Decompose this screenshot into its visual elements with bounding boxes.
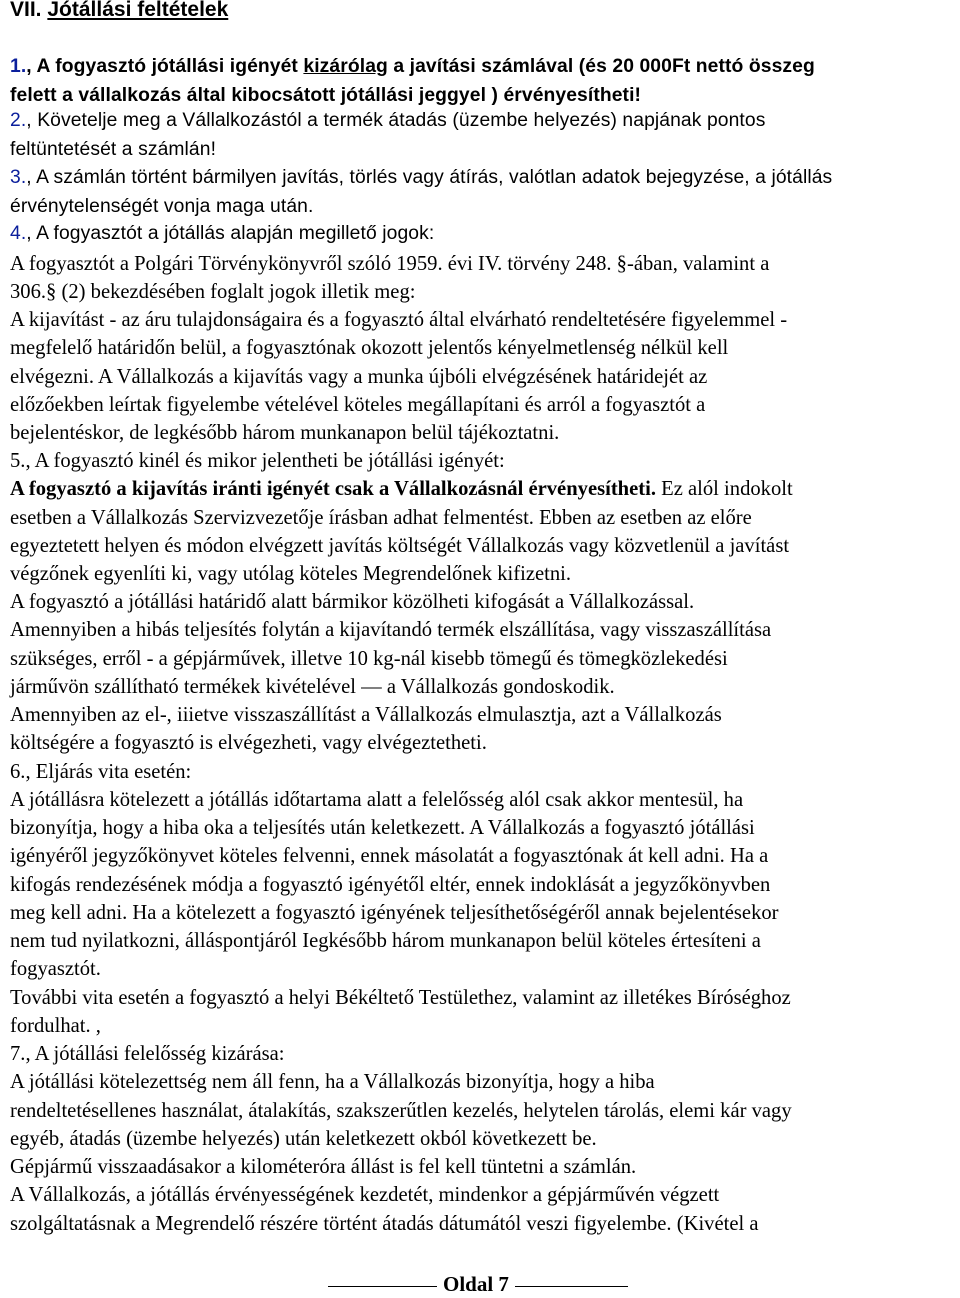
p4-line-5: megfelelő határidőn belül, a fogyasztónak okozott jelentős kényelmetlenség nélkül kell <box>10 337 729 359</box>
p2-line-2: feltüntetését a számlán! <box>10 139 217 160</box>
p6-heading: 6., Eljárás vita esetén: <box>10 761 192 783</box>
p5-heading: 5., A fogyasztó kinél és mikor jelentheti be jótállási igényét: <box>10 450 505 472</box>
p6-line-3: bizonyítja, hogy a hiba oka a teljesítés után keletkezett. A Vállalkozás a fogyasztó jótállási <box>10 817 755 839</box>
p5-bold-statement: A fogyasztó a kijavítás iránti igényét csak a Vállalkozásnál érvényesítheti. <box>10 478 656 500</box>
p5-line-10: Amennyiben az el-, iiietve visszaszállítást a Vállalkozás elmulasztja, azt a Vállalkozás <box>10 704 722 726</box>
emphasis-kizarolag: kizárólag <box>303 56 388 77</box>
p4-number: 4. <box>10 223 27 244</box>
p5-line-4: egyeztetett helyen és módon elvégzett javítás költségét Vállalkozás vagy közvetlenül a javítást <box>10 535 790 557</box>
p3-line-2: érvénytelenségét vonja maga után. <box>10 196 314 217</box>
p3-line-1: 3., A számlán történt bármilyen javítás, törlés vagy átírás, valótlan adatok bejegyzése, a jótállás <box>10 167 833 188</box>
p6-line-5: kifogás rendezésének módja a fogyasztó igényétől eltér, ennek indoklását a jegyzőkönyvben <box>10 874 771 896</box>
p7-line-4: egyéb, átadás (üzembe helyezés) után keletkezett okból következett be. <box>10 1128 597 1150</box>
p5-line-9: járművön szállítható termékek kivételével — a Vállalkozás gondoskodik. <box>10 676 615 698</box>
p6-line-8: fogyasztót. <box>10 958 101 980</box>
p5-line-6: A fogyasztó a jótállási határidő alatt bármikor közölheti kifogását a Vállalkozással. <box>10 591 695 613</box>
p7-line-6: A Vállalkozás, a jótállás érvényességének kezdetét, mindenkor a gépjárművén végzett <box>10 1184 720 1206</box>
p5-line-5: végzőnek egyenlíti ki, vagy utólag köteles Megrendelőnek kifizetni. <box>10 563 572 585</box>
p7-line-2: A jótállási kötelezettség nem áll fenn, ha a Vállalkozás bizonyítja, hogy a hiba <box>10 1071 655 1093</box>
p5-line-8: szükséges, erről - a gépjárművek, illetve 10 kg-nál kisebb tömegű és tömegközlekedési <box>10 648 728 670</box>
p7-line-7: szolgáltatásnak a Megrendelő részére történt átadás dátumától veszi figyelembe. (Kivétel a <box>10 1213 759 1235</box>
p4-line-7: előzőekben leírtak figyelembe vételével köteles megállapítani és arról a fogyasztót a <box>10 394 706 416</box>
p6-line-9: További vita esetén a fogyasztó a helyi Békéltető Testülethez, valamint az illetékes Bíróséghoz <box>10 987 791 1009</box>
p5-line-2: A fogyasztó a kijavítás iránti igényét csak a Vállalkozásnál érvényesítheti. Ez alól indokolt <box>10 478 793 500</box>
p5-line-7: Amennyiben a hibás teljesítés folytán a kijavítandó termék elszállítása, vagy visszaszállítása <box>10 619 772 641</box>
p6-line-4: igényéről jegyzőkönyvet köteles felvenni, ennek másolatát a fogyasztónak át kell adni. Ha a <box>10 845 769 867</box>
p4-line-8: bejelentéskor, de legkésőbb három munkanapon belül tájékoztatni. <box>10 422 560 444</box>
p7-line-3: rendeltetésellenes használat, átalakítás, szakszerűtlen kezelés, helytelen tárolás, elemi kár vagy <box>10 1100 792 1122</box>
p7-line-5: Gépjármű visszaadásakor a kilométeróra állást is fel kell tüntetni a számlán. <box>10 1156 637 1178</box>
p4-line-2: A fogyasztót a Polgári Törvénykönyvről szóló 1959. évi IV. törvény 248. §-ában, valamint a <box>10 253 770 275</box>
section-title: Jótállási feltételek <box>47 0 229 21</box>
p2-line-1: 2., Követelje meg a Vállalkozástól a termék átadás (üzembe helyezés) napjának pontos <box>10 110 766 131</box>
p1-line-1: 1., A fogyasztó jótállási igényét kizárólag a javítási számlával (és 20 000Ft nettó összeg <box>10 56 815 77</box>
p6-line-10: fordulhat. , <box>10 1015 101 1037</box>
p7-heading: 7., A jótállási felelősség kizárása: <box>10 1043 285 1065</box>
p4-line-4: A kijavítást - az áru tulajdonságaira és a fogyasztó által elvárható rendeltetésére figyelemmel - <box>10 309 788 331</box>
p4-line-1: 4., A fogyasztót a jótállás alapján megillető jogok: <box>10 223 435 244</box>
section-number: VII. <box>10 0 42 21</box>
p3-number: 3. <box>10 167 27 188</box>
page-number: Oldal 7 <box>437 1270 515 1298</box>
p1-line-2: felett a vállalkozás által kibocsátott jótállási jeggyel ) érvényesítheti! <box>10 85 642 106</box>
p4-line-3: 306.§ (2) bekezdésében foglalt jogok illetik meg: <box>10 281 416 303</box>
p6-line-2: A jótállásra kötelezett a jótállás időtartama alatt a felelősség alól csak akkor mentesül, ha <box>10 789 744 811</box>
p5-line-3: esetben a Vállalkozás Szervizvezetője írásban adhat felmentést. Ebben az esetben az előre <box>10 507 752 529</box>
p4-line-6: elvégezni. A Vállalkozás a kijavítás vagy a munka újbóli elvégzésének határidejét az <box>10 366 708 388</box>
p6-line-7: nem tud nyilatkozni, álláspontjáról Iegkésőbb három munkanapon belül köteles értesíteni a <box>10 930 761 952</box>
p1-number: 1. <box>10 56 27 77</box>
p5-line-11: költségére a fogyasztó is elvégezheti, vagy elvégeztetheti. <box>10 732 487 754</box>
p6-line-6: meg kell adni. Ha a kötelezett a fogyasztó igényének teljesíthetőségéről annak bejelentésekor <box>10 902 779 924</box>
section-heading <box>10 0 228 24</box>
p2-number: 2. <box>10 110 27 131</box>
